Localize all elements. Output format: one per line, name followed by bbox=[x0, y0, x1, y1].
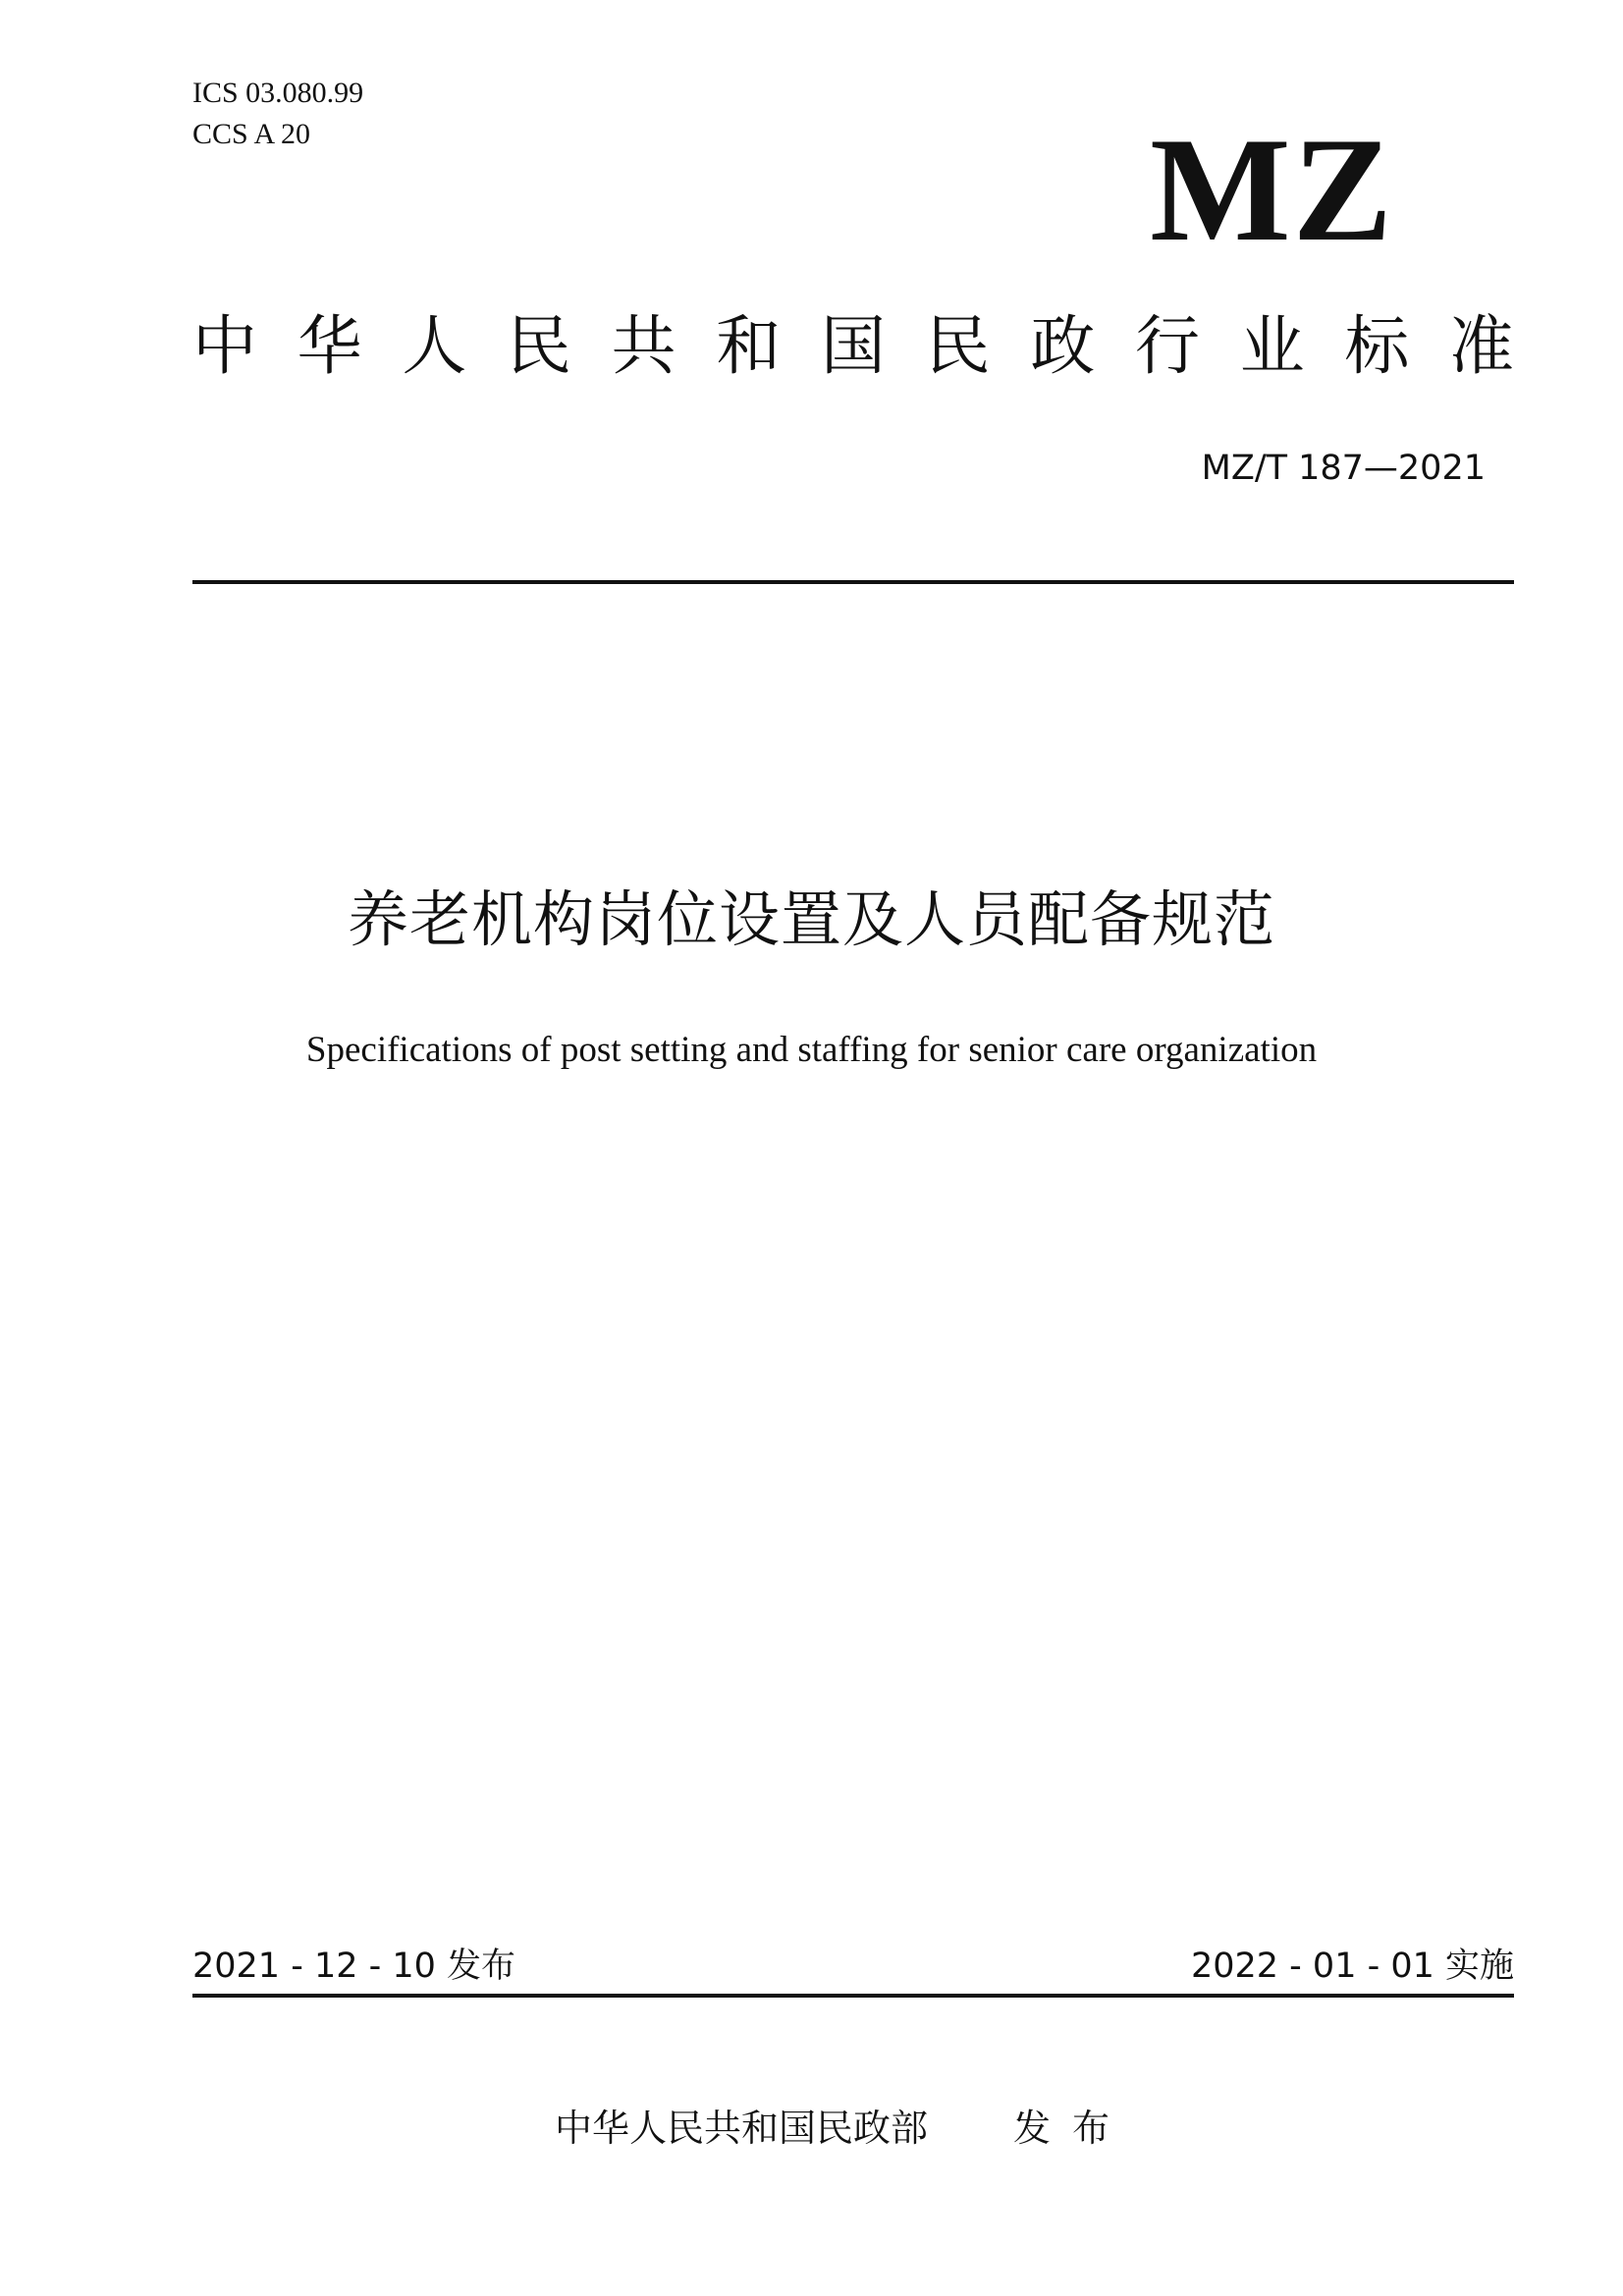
implementation-date: 2022 - 01 - 01 实施 bbox=[1190, 1947, 1514, 1986]
standard-category-text: 中 华 人 民 共 和 国 民 政 行 业 标 准 bbox=[192, 308, 1514, 384]
ccs-code: CCS A 20 bbox=[192, 118, 311, 150]
standard-number: MZ/T 187—2021 bbox=[1201, 449, 1486, 488]
footer-divider bbox=[192, 1994, 1514, 1998]
publisher-name: 中华人民共和国民政部 bbox=[555, 2107, 929, 2150]
header-divider bbox=[192, 580, 1514, 584]
ics-code: ICS 03.080.99 bbox=[192, 77, 364, 109]
issue-date: 2021 - 12 - 10 发布 bbox=[192, 1947, 516, 1986]
publish-label: 发布 bbox=[1013, 2107, 1132, 2150]
document-title-english: Specifications of post setting and staffing for senior care organization bbox=[305, 1030, 1318, 1070]
standard-category-heading bbox=[192, 310, 1514, 383]
mz-logo: MZ bbox=[1150, 107, 1394, 272]
document-title-chinese: 养老机构岗位设置及人员配备规范 bbox=[347, 883, 1275, 955]
